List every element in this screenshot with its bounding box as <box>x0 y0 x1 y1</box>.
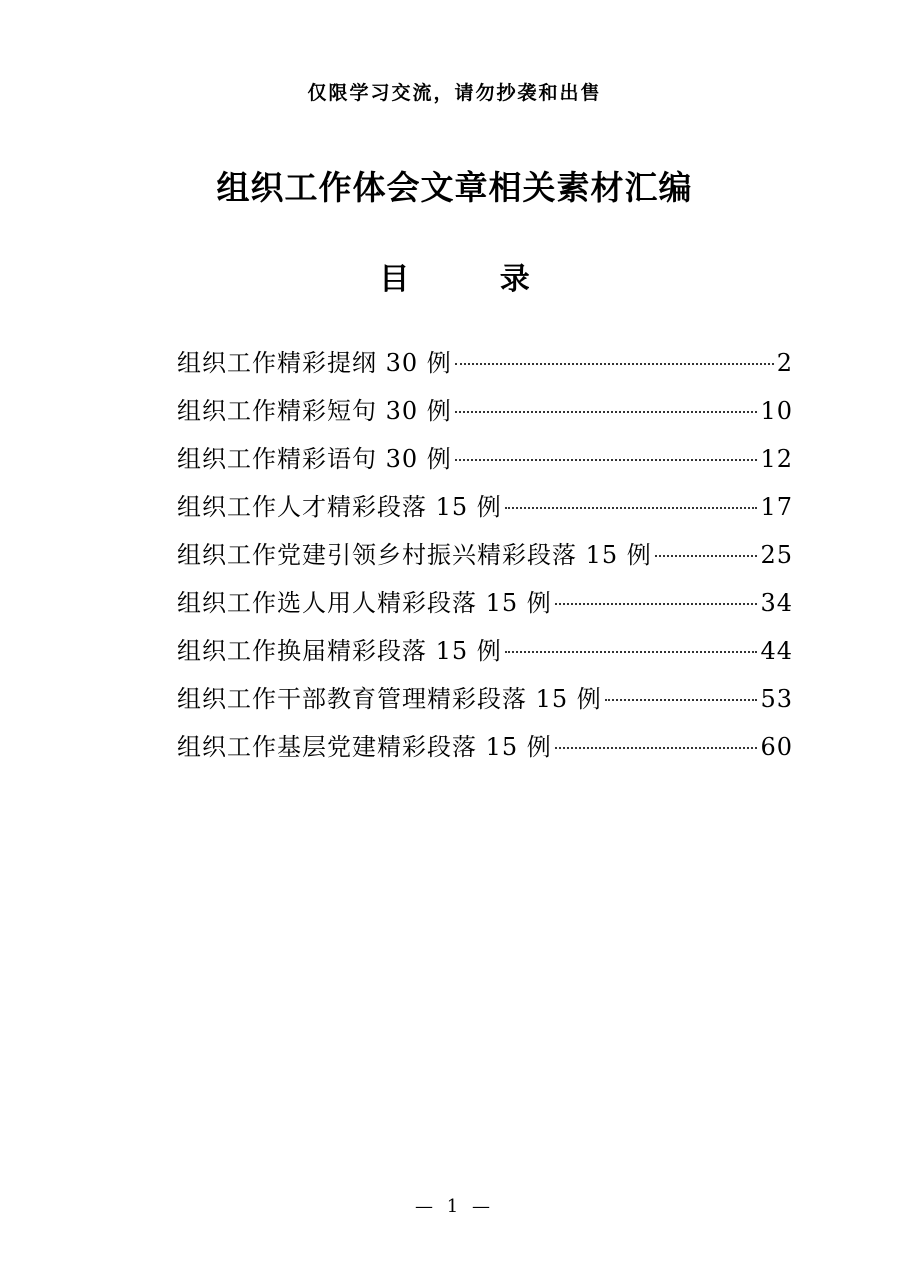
toc-entry[interactable] <box>177 435 793 483</box>
toc-entry-label: 组织工作人才精彩段落 15 例 <box>177 493 502 521</box>
toc-entry-page: 10 <box>760 397 793 425</box>
toc-entry-page: 17 <box>760 493 793 521</box>
toc-dot-leader <box>655 555 758 557</box>
toc-entry[interactable] <box>177 579 793 627</box>
toc-entry[interactable] <box>177 387 793 435</box>
toc-entry[interactable] <box>177 627 793 675</box>
toc-entry-label: 组织工作干部教育管理精彩段落 15 例 <box>177 685 602 713</box>
toc-dot-leader <box>455 459 758 461</box>
toc-dot-leader <box>455 411 758 413</box>
toc-dot-leader <box>605 699 758 701</box>
toc-entry-label: 组织工作基层党建精彩段落 15 例 <box>177 733 552 761</box>
toc-entry-page: 2 <box>776 349 793 377</box>
toc-dot-leader <box>555 603 758 605</box>
toc-entry[interactable] <box>177 339 793 387</box>
toc-entry-label: 组织工作精彩语句 30 例 <box>177 445 452 473</box>
page-number: — 1 — <box>415 1196 494 1217</box>
toc-entry[interactable] <box>177 675 793 723</box>
toc-entry-label: 组织工作换届精彩段落 15 例 <box>177 637 502 665</box>
toc-dot-leader <box>505 507 758 509</box>
toc-entry-label: 组织工作精彩短句 30 例 <box>177 397 452 425</box>
toc-entry-page: 53 <box>760 685 793 713</box>
toc-dot-leader <box>455 363 774 365</box>
toc-entry-page: 34 <box>760 589 793 617</box>
toc-entry-page: 12 <box>760 445 793 473</box>
document-title: 组织工作体会文章相关素材汇编 <box>216 168 693 207</box>
toc-entry-page: 60 <box>760 733 793 761</box>
toc-entry[interactable] <box>177 723 793 771</box>
table-of-contents <box>177 339 793 771</box>
toc-entry-page: 44 <box>760 637 793 665</box>
toc-entry-label: 组织工作选人用人精彩段落 15 例 <box>177 589 552 617</box>
toc-dot-leader <box>555 747 758 749</box>
toc-entry-label: 组织工作精彩提纲 30 例 <box>177 349 452 377</box>
toc-entry[interactable] <box>177 483 793 531</box>
header-note: 仅限学习交流，请勿抄袭和出售 <box>307 82 602 104</box>
toc-entry[interactable] <box>177 531 793 579</box>
toc-dot-leader <box>505 651 758 653</box>
toc-entry-page: 25 <box>760 541 793 569</box>
toc-entry-label: 组织工作党建引领乡村振兴精彩段落 15 例 <box>177 541 652 569</box>
toc-heading: 目 录 <box>379 262 570 297</box>
